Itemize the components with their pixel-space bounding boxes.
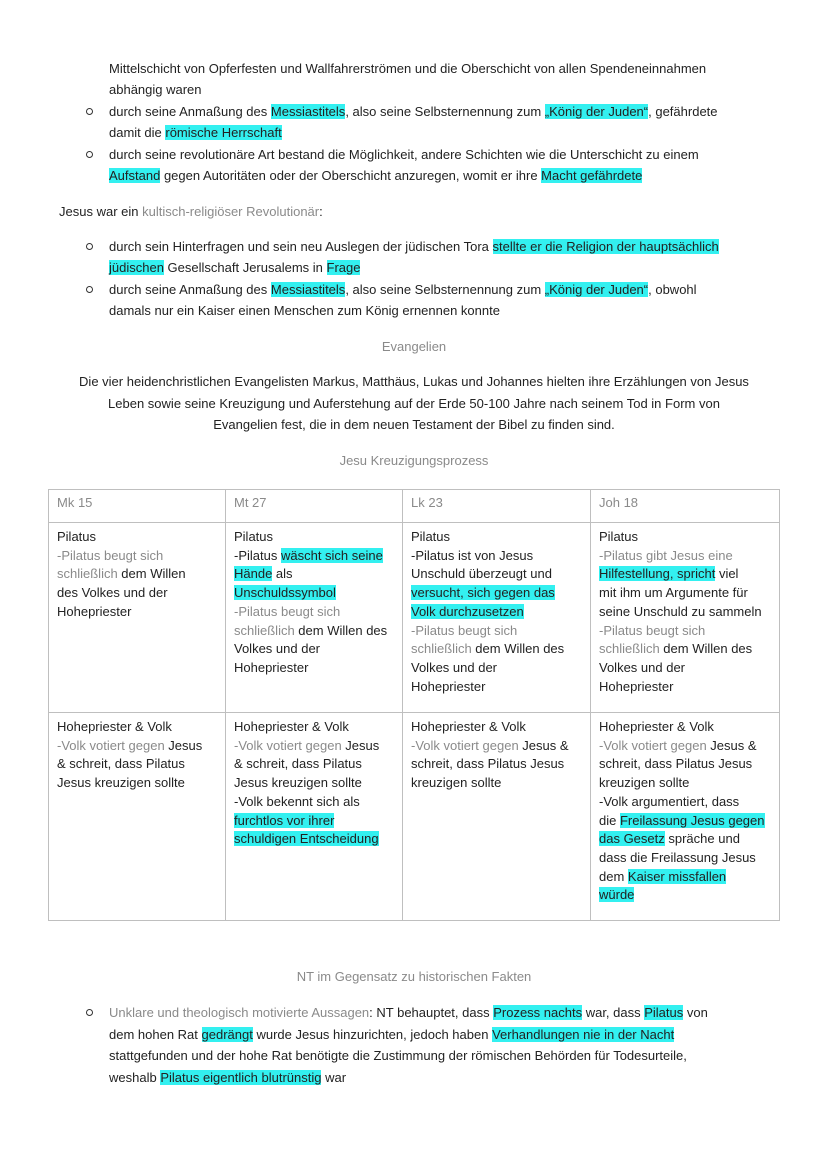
- crucifixion-table: [48, 489, 780, 921]
- nt-line-3: stattgefunden und der hohe Rat benötigte die Zustimmung der römischen Behörden für Todesurteile,: [109, 1048, 687, 1063]
- cell-joh-volk: Hohepriester & Volk -Volk votiert gegen Jesus & schreit, dass Pilatus Jesus kreuzigen sollte -Volk argumentiert, dass die Freilassung Jesus gegen das Gesetz spräche und dass die Freilassung Jesus dem Kaiser missfallen würde: [591, 713, 780, 921]
- header-lk: Lk 23: [403, 490, 591, 523]
- revolutionary-title: Jesus war ein kultisch-religiöser Revolutionär:: [59, 204, 323, 219]
- cell-lk-volk: Hohepriester & Volk -Volk votiert gegen Jesus & schreit, dass Pilatus Jesus kreuzigen sollte: [403, 713, 591, 921]
- intro-bullet-2-cont: Aufstand gegen Autoritäten oder der Oberschicht anzuregen, womit er ihre Macht gefährdete: [109, 168, 643, 183]
- table-header-row: [49, 490, 780, 523]
- nt-line-4: weshalb Pilatus eigentlich blutrünstig war: [109, 1070, 347, 1085]
- nt-line-2: dem hohen Rat gedrängt wurde Jesus hinzurichten, jedoch haben Verhandlungen nie in der Nacht: [109, 1027, 675, 1042]
- cell-mk-pilatus: Pilatus -Pilatus beugt sich schließlich dem Willen des Volkes und der Hohepriester: [49, 523, 226, 713]
- bullet-icon: [86, 243, 93, 250]
- intro-bullet-1-cont: damit die römische Herrschaft: [109, 125, 282, 140]
- bullet-icon: [86, 151, 93, 158]
- header-mt: Mt 27: [226, 490, 403, 523]
- evangelien-para-3: Evangelien fest, die in dem neuen Testament der Bibel zu finden sind.: [213, 417, 615, 432]
- cell-mt-volk: Hohepriester & Volk -Volk votiert gegen Jesus & schreit, dass Pilatus Jesus kreuzigen sollte -Volk bekennt sich als furchtlos vor ihrer schuldigen Entscheidung: [226, 713, 403, 921]
- rev-bullet-2-cont: damals nur ein Kaiser einen Menschen zum König ernennen konnte: [109, 303, 500, 318]
- rev-bullet-2: durch seine Anmaßung des Messiastitels, also seine Selbsternennung zum „König der Juden“, obwohl: [109, 282, 697, 297]
- rev-bullet-1: durch sein Hinterfragen und sein neu Auslegen der jüdischen Tora stellte er die Religion der hauptsächlich: [109, 239, 719, 254]
- table-heading: Jesu Kreuzigungsprozess: [339, 453, 489, 468]
- evangelien-para-2: Leben sowie seine Kreuzigung und Auferstehung auf der Erde 50-100 Jahre nach seinem Tod in Form von: [108, 396, 720, 411]
- nt-line-1: Unklare und theologisch motivierte Aussagen: NT behauptet, dass Prozess nachts war, dass Pilatus von: [109, 1005, 708, 1020]
- nt-heading: NT im Gegensatz zu historischen Fakten: [296, 969, 532, 984]
- header-joh: Joh 18: [591, 490, 780, 523]
- table-row-pilatus: [49, 523, 780, 713]
- intro-bullet-1: durch seine Anmaßung des Messiastitels, also seine Selbsternennung zum „König der Juden“, gefährdete: [109, 104, 718, 119]
- evangelien-para-1: Die vier heidenchristlichen Evangelisten Markus, Matthäus, Lukas und Johannes hielten ihre Erzählungen von Jesus: [79, 374, 749, 389]
- header-mk: Mk 15: [49, 490, 226, 523]
- bullet-icon: [86, 108, 93, 115]
- cell-mt-pilatus: Pilatus -Pilatus wäscht sich seine Hände als Unschuldssymbol -Pilatus beugt sich schließlich dem Willen des Volkes und der Hohepriester: [226, 523, 403, 713]
- bullet-icon: [86, 286, 93, 293]
- cell-joh-pilatus: Pilatus -Pilatus gibt Jesus eine Hilfestellung, spricht viel mit ihm um Argumente für seine Unschuld zu sammeln -Pilatus beugt sich schließlich dem Willen des Volkes und der Hohepriester: [591, 523, 780, 713]
- intro-line-2: abhängig waren: [109, 82, 202, 97]
- evangelien-heading: Evangelien: [381, 339, 447, 354]
- rev-bullet-1-cont: jüdischen Gesellschaft Jerusalems in Frage: [109, 260, 361, 275]
- intro-line-1: Mittelschicht von Opferfesten und Wallfahrerströmen und die Oberschicht von allen Spendeneinnahmen: [109, 61, 707, 76]
- cell-lk-pilatus: Pilatus -Pilatus ist von Jesus Unschuld überzeugt und versucht, sich gegen das Volk durchzusetzen -Pilatus beugt sich schließlich dem Willen des Volkes und der Hohepriester: [403, 523, 591, 713]
- bullet-icon: [86, 1009, 93, 1016]
- table-row-volk: [49, 713, 780, 921]
- cell-mk-volk: Hohepriester & Volk -Volk votiert gegen Jesus & schreit, dass Pilatus Jesus kreuzigen sollte: [49, 713, 226, 921]
- intro-bullet-2: durch seine revolutionäre Art bestand die Möglichkeit, andere Schichten wie die Unterschicht zu einem: [109, 147, 699, 162]
